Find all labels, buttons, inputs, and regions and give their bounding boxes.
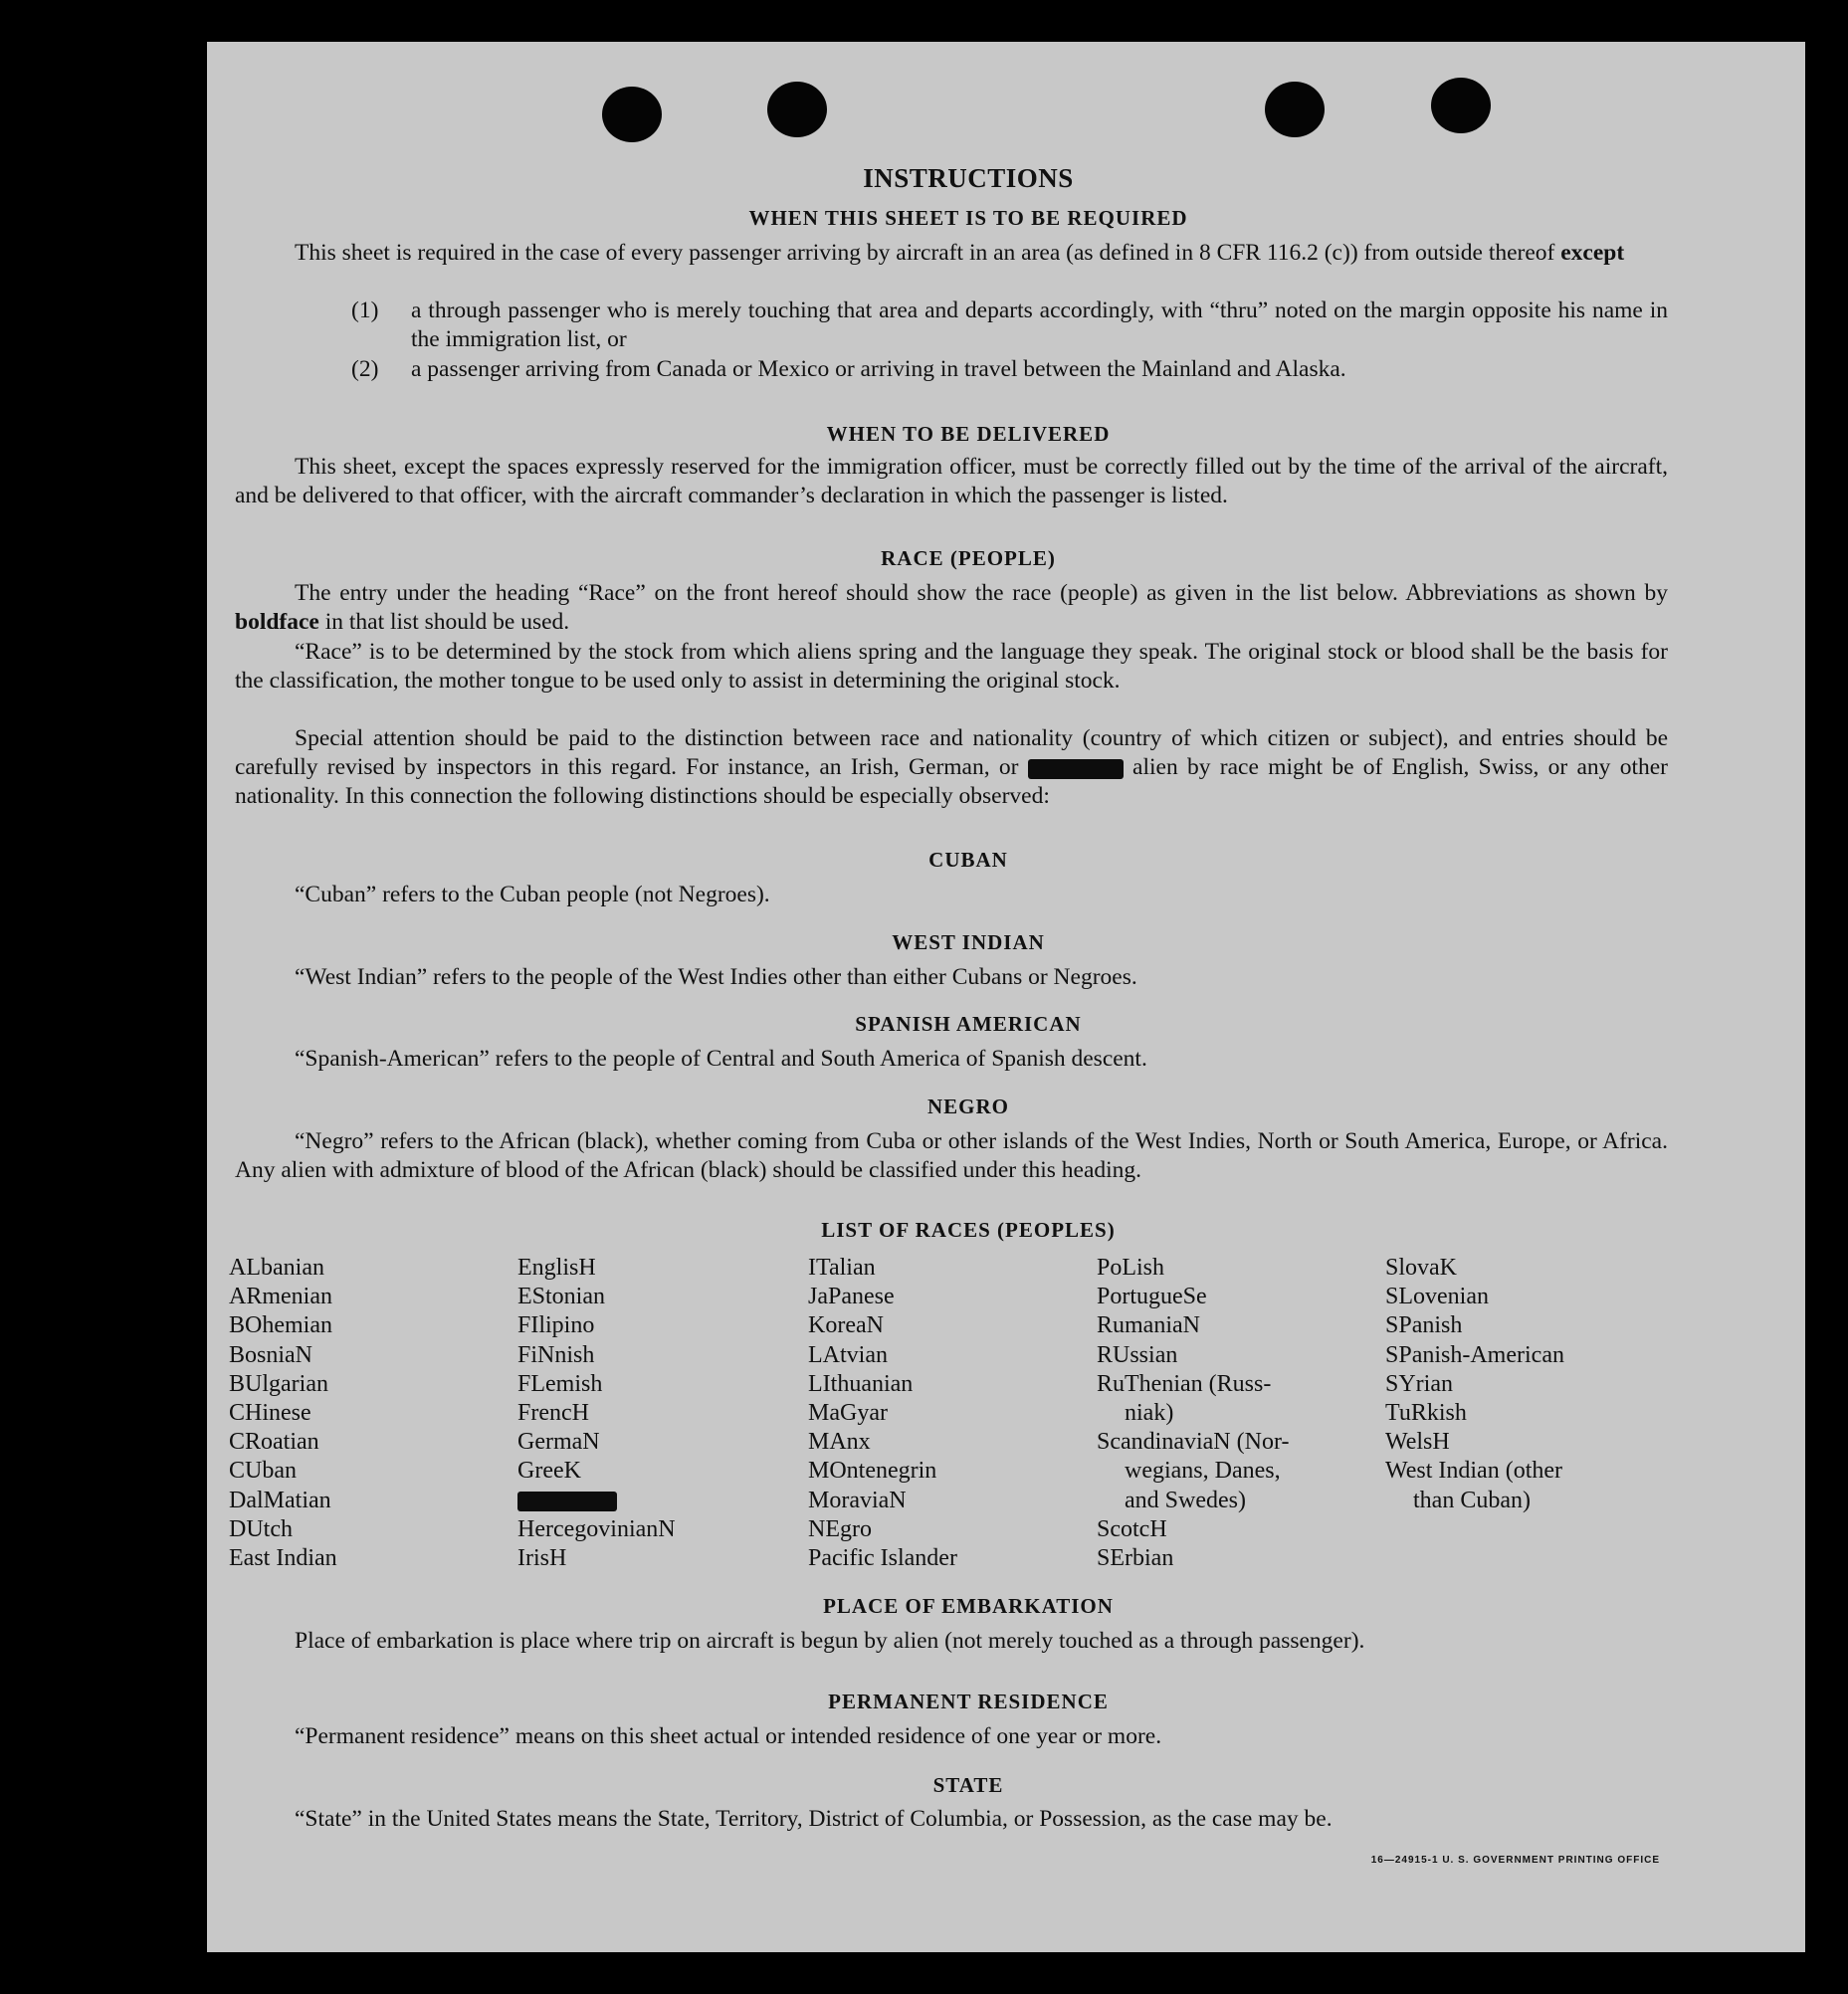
race-column: [1097, 1254, 1375, 1573]
heading-permanent-residence: PERMANENT RESIDENCE: [828, 1690, 1109, 1713]
paragraph-embarkation: Place of embarkation is place where trip on aircraft is begun by alien (not merely touched as a through passenger).: [295, 1628, 1365, 1654]
race-item: MOntenegrin: [808, 1458, 937, 1485]
heading-negro: NEGRO: [926, 1095, 1009, 1118]
redaction-mark: [1028, 759, 1124, 779]
race-item: FrencH: [517, 1400, 589, 1427]
race-item: FiNnish: [517, 1341, 595, 1368]
race-item: than Cuban): [1413, 1487, 1531, 1513]
item-number: (1): [351, 298, 379, 323]
printing-office-imprint: 16—24915-1 U. S. GOVERNMENT PRINTING OFFICE: [1370, 1855, 1660, 1866]
race-item: MaGyar: [808, 1400, 888, 1427]
race-column: [1385, 1254, 1664, 1515]
race-item: GreeK: [517, 1458, 581, 1485]
race-item: DUtch: [229, 1515, 293, 1542]
paragraph-state: “State” in the United States means the State, Territory, District of Columbia, or Possession, as the case may be.: [295, 1806, 1333, 1832]
race-item: RumaniaN: [1097, 1312, 1200, 1339]
race-item: MoraviaN: [808, 1487, 907, 1513]
race-item: BOhemian: [229, 1312, 332, 1339]
heading-west-indian: WEST INDIAN: [892, 930, 1045, 954]
paragraph-bold-text: except: [1560, 240, 1625, 266]
race-item: DalMatian: [229, 1487, 331, 1513]
race-item: BosniaN: [229, 1341, 312, 1368]
page-title: INSTRUCTIONS: [863, 163, 1074, 193]
item-text: a passenger arriving from Canada or Mexico or arriving in travel between the Mainland and Alaska.: [411, 356, 1346, 382]
race-item: SPanish-American: [1385, 1341, 1564, 1368]
race-item: SErbian: [1097, 1545, 1174, 1572]
race-item: FLemish: [517, 1370, 603, 1397]
paragraph-text: This sheet is required in the case of every passenger arriving by aircraft in an area (as defined in 8 CFR 116.2 (c)) from outside thereof: [295, 240, 1561, 266]
paragraph-cuban: “Cuban” refers to the Cuban people (not Negroes).: [295, 882, 770, 907]
race-item: EStonian: [517, 1284, 605, 1310]
race-item: SlovaK: [1385, 1255, 1457, 1281]
race-item: niak): [1125, 1400, 1174, 1427]
item-text: a through passenger who is merely touching that area and departs accordingly, with “thru” noted on the margin opposite his name in the immigration list, or: [411, 298, 1668, 352]
race-item: EnglisH: [517, 1255, 596, 1281]
race-item: GermaN: [517, 1429, 600, 1456]
race-item: RuThenian (Russ-: [1097, 1370, 1272, 1397]
race-item: CHinese: [229, 1400, 311, 1427]
heading-when-required: WHEN THIS SHEET IS TO BE REQUIRED: [748, 206, 1188, 230]
race-item: ITalian: [808, 1255, 876, 1281]
race-item: BUlgarian: [229, 1370, 328, 1397]
race-item: SPanish: [1385, 1312, 1463, 1339]
heading-when-delivered: WHEN TO BE DELIVERED: [826, 422, 1111, 446]
race-item: IrisH: [517, 1545, 567, 1572]
race-item: LAtvian: [808, 1341, 888, 1368]
race-item: ScotcH: [1097, 1515, 1167, 1542]
paragraph-text: alien by race might be of English, Swiss, or any other nationality. In this connection the following distinctions should be especially observed:: [235, 754, 1668, 809]
paragraph-negro: “Negro” refers to the African (black), whether coming from Cuba or other islands of the West Indies, North or South America, Europe, or Africa. Any alien with admixture of blood of the African (black) should be classified under this heading.: [235, 1128, 1668, 1183]
heading-embarkation: PLACE OF EMBARKATION: [823, 1594, 1114, 1618]
race-item-redacted: [517, 1487, 796, 1515]
race-column: [517, 1254, 796, 1573]
paragraph-race-3: [235, 724, 1668, 811]
race-item: JaPanese: [808, 1284, 895, 1310]
race-item: ALbanian: [229, 1255, 324, 1281]
paragraph-when-required: [235, 239, 1668, 268]
race-item: WelsH: [1385, 1429, 1450, 1456]
race-item: LIthuanian: [808, 1370, 914, 1397]
heading-list-of-races: LIST OF RACES (PEOPLES): [821, 1218, 1116, 1242]
race-item: East Indian: [229, 1545, 337, 1572]
race-item: HercegovinianN: [517, 1515, 676, 1542]
paragraph-spanish-american: “Spanish-American” refers to the people of Central and South America of Spanish descent.: [295, 1046, 1147, 1072]
race-item: Pacific Islander: [808, 1545, 957, 1572]
race-item: wegians, Danes,: [1125, 1458, 1281, 1485]
race-item: PoLish: [1097, 1255, 1165, 1281]
race-item: and Swedes): [1125, 1487, 1246, 1513]
paragraph-bold-text: boldface: [235, 609, 319, 635]
race-item: SYrian: [1385, 1370, 1453, 1397]
heading-race: RACE (PEOPLE): [881, 546, 1056, 570]
paragraph-text: in that list should be used.: [318, 609, 570, 635]
race-item: West Indian (other: [1385, 1458, 1563, 1485]
heading-cuban: CUBAN: [928, 848, 1008, 872]
race-item: ARmenian: [229, 1284, 332, 1310]
item-number: (2): [351, 356, 379, 382]
race-item: NEgro: [808, 1515, 872, 1542]
race-item: CRoatian: [229, 1429, 319, 1456]
paragraph-text: The entry under the heading “Race” on the front hereof should show the race (people) as given in the list below. Abbreviations as shown by: [295, 580, 1668, 606]
document-sheet: [207, 42, 1805, 1952]
paragraph-text: Special attention should be paid to the distinction between race and nationality (country of which citizen or subject), and entries should be carefully revised by inspectors in this regard. For instance, an Irish, German, or: [235, 725, 1668, 780]
list-item: [351, 355, 1668, 384]
race-item: PortugueSe: [1097, 1284, 1207, 1310]
race-item: ScandinaviaN (Nor-: [1097, 1429, 1290, 1456]
redaction-mark: [517, 1492, 617, 1511]
race-item: RUssian: [1097, 1341, 1178, 1368]
race-column: [229, 1254, 508, 1573]
race-column: [808, 1254, 1087, 1573]
race-item: KoreaN: [808, 1312, 884, 1339]
race-list: [229, 1254, 1682, 1572]
paragraph-when-delivered: This sheet, except the spaces expressly reserved for the immigration officer, must be correctly filled out by the time of the arrival of the aircraft, and be delivered to that officer, with the aircraft commander’s declaration in which the passenger is listed.: [235, 454, 1668, 508]
paragraph-race-1: [235, 579, 1668, 637]
heading-spanish-american: SPANISH AMERICAN: [855, 1012, 1082, 1036]
race-item: SLovenian: [1385, 1284, 1489, 1310]
race-item: TuRkish: [1385, 1400, 1467, 1427]
heading-state: STATE: [932, 1773, 1004, 1797]
paragraph-permanent-residence: “Permanent residence” means on this sheet actual or intended residence of one year or more.: [295, 1723, 1162, 1749]
instructions-content: [207, 42, 1805, 1952]
race-item: FIlipino: [517, 1312, 595, 1339]
paragraph-west-indian: “West Indian” refers to the people of the West Indies other than either Cubans or Negroes.: [295, 964, 1137, 990]
race-item: MAnx: [808, 1429, 871, 1456]
paragraph-race-2: “Race” is to be determined by the stock from which aliens spring and the language they speak. The original stock or blood shall be the basis for the classification, the mother tongue to be used only to assist in determining the original stock.: [235, 639, 1668, 694]
list-item: [351, 297, 1668, 354]
race-item: CUban: [229, 1458, 297, 1485]
